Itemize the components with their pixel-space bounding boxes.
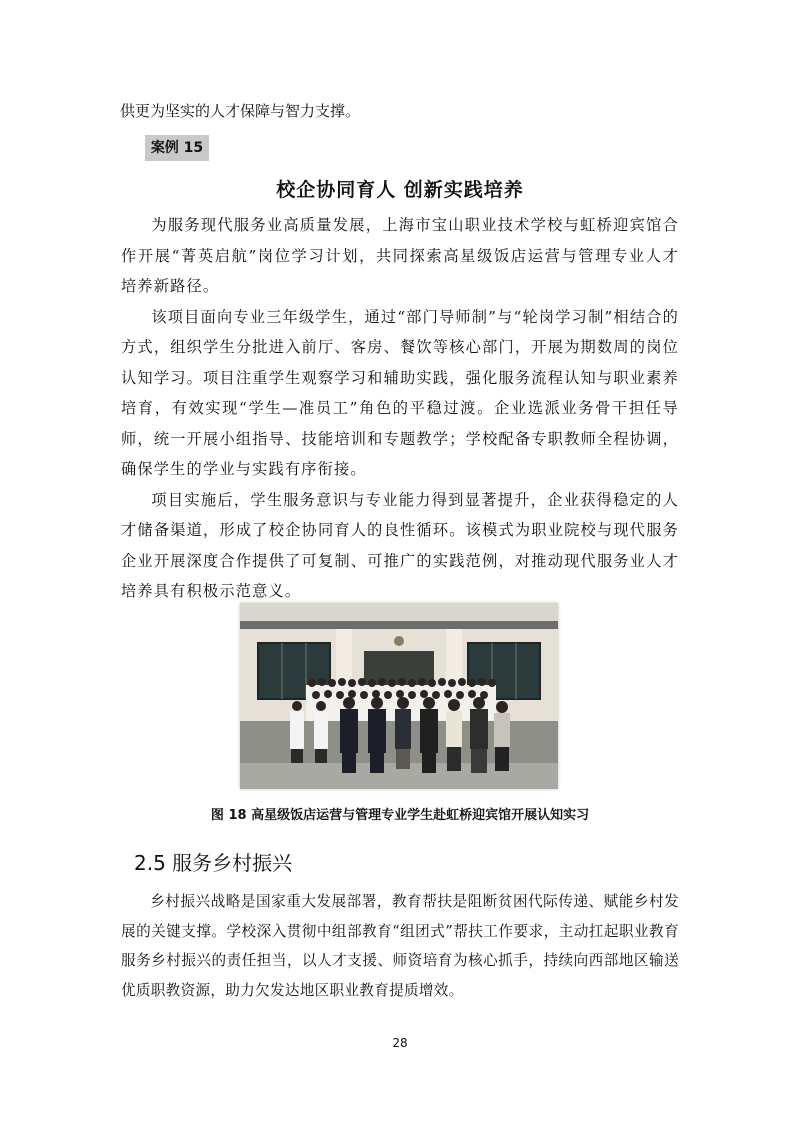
case-body xyxy=(121,210,679,607)
case-label: 案例 15 xyxy=(145,135,209,161)
case-paragraph: 项目实施后，学生服务意识与专业能力得到显著提升，企业获得稳定的人才储备渠道，形成了校企协同育人的良性循环。该模式为职业院校与现代服务企业开展深度合作提供了可复制、可推广的实践范例，对推动现代服务业人才培养具有积极示范意义。 xyxy=(121,490,679,600)
continuation-line: 供更为坚实的人才保障与智力支撑。 xyxy=(120,102,361,120)
section-heading: 2.5 服务乡村振兴 xyxy=(134,851,293,875)
figure-caption: 图 18 高星级饭店运营与管理专业学生赴虹桥迎宾馆开展认知实习 xyxy=(210,808,590,823)
case-paragraph: 该项目面向专业三年级学生，通过“部门导师制”与“轮岗学习制”相结合的方式，组织学生分批进入前厅、客房、餐饮等核心部门，开展为期数周的岗位认知学习。项目注重学生观察学习和辅助实践，强化服务流程认知与职业素养培育，有效实现“学生—准员工”角色的平稳过渡。企业选派业务骨干担任导师，统一开展小组指导、技能培训和专题教学；学校配备专职教师全程协调，确保学生的学业与实践有序衔接。 xyxy=(121,307,679,478)
case-paragraph: 为服务现代服务业高质量发展，上海市宝山职业技术学校与虹桥迎宾馆合作开展“菁英启航”岗位学习计划，共同探索高星级饭店运营与管理专业人才培养新路径。 xyxy=(121,216,679,295)
section-body xyxy=(121,887,679,1005)
case-title: 校企协同育人 创新实践培养 xyxy=(276,179,524,201)
section-paragraph: 乡村振兴战略是国家重大发展部署，教育帮扶是阻断贫困代际传递、赋能乡村发展的关键支撑。学校深入贯彻中组部教育“组团式”帮扶工作要求，主动扛起职业教育服务乡村振兴的责任担当，以人才支援、师资培育为核心抓手，持续向西部地区输送优质职教资源，助力欠发达地区职业教育提质增效。 xyxy=(121,893,679,999)
page-number: 28 xyxy=(392,1036,408,1050)
group-photo xyxy=(240,603,558,789)
